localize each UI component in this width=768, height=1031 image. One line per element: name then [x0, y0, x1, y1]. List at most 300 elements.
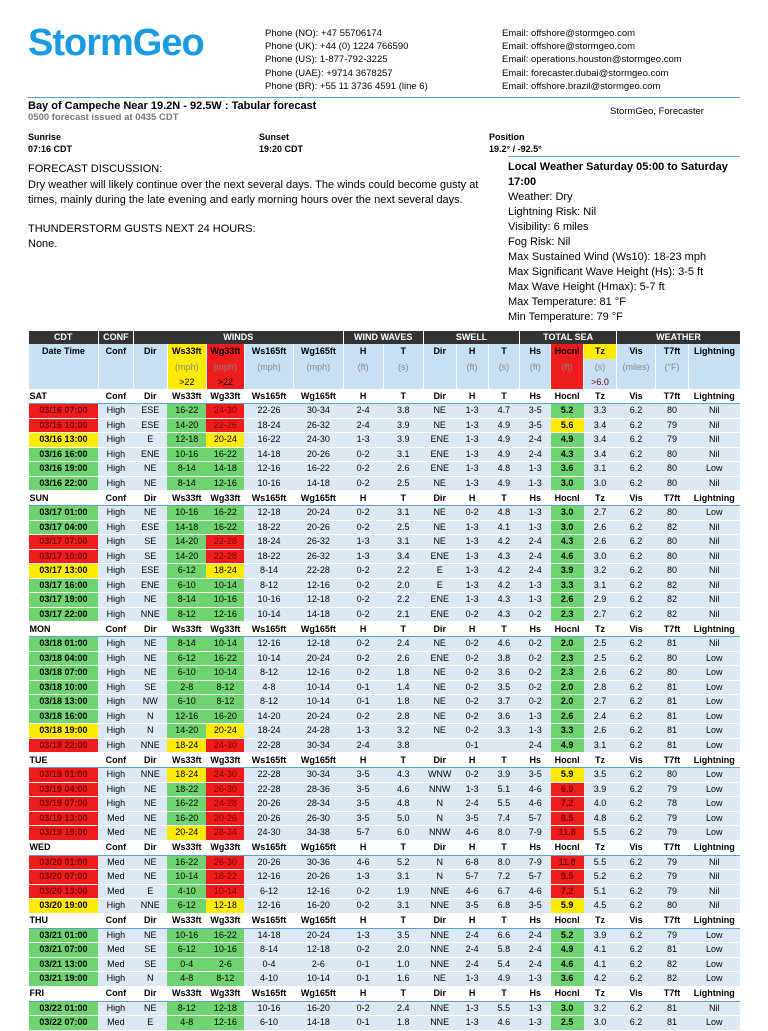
table-cell: 8.0 — [488, 826, 520, 841]
table-cell: NE — [133, 651, 167, 666]
day-column-label: H — [343, 986, 383, 1001]
table-cell: 3.5 — [488, 680, 520, 695]
column-header: Vis — [617, 344, 656, 359]
table-cell: 12-18 — [294, 943, 343, 958]
table-cell: SE — [133, 943, 167, 958]
table-cell: NNE — [423, 1001, 456, 1016]
table-row — [29, 549, 741, 564]
day-name: SUN — [29, 491, 99, 506]
table-cell: Med — [98, 957, 133, 972]
table-cell: N — [133, 972, 167, 987]
table-cell: 1.8 — [383, 695, 423, 710]
table-cell: 11.8 — [551, 826, 584, 841]
table-cell: 0-2 — [456, 724, 488, 739]
table-cell: 0-1 — [343, 680, 383, 695]
table-cell: 3.2 — [584, 1001, 617, 1016]
table-cell: 4.8 — [383, 797, 423, 812]
day-column-label: Ws33ft — [167, 986, 206, 1001]
table-cell: 2-4 — [520, 447, 551, 462]
table-cell: 81 — [656, 709, 689, 724]
email-uae[interactable]: Email: forecaster.dubai@stormgeo.com — [502, 67, 669, 79]
table-cell: E — [423, 564, 456, 579]
table-cell: 6-12 — [167, 943, 206, 958]
table-cell: 1-3 — [520, 476, 551, 491]
table-cell: NE — [133, 870, 167, 885]
table-cell: 03/20 19:00 — [29, 899, 99, 914]
table-cell: 2.4 — [584, 709, 617, 724]
day-column-label: Dir — [133, 491, 167, 506]
table-cell: High — [98, 476, 133, 491]
table-cell: 28-34 — [294, 797, 343, 812]
table-cell: Nil — [688, 578, 740, 593]
day-column-label: Lightning — [688, 913, 740, 928]
table-cell: 34-38 — [294, 826, 343, 841]
table-cell: 1-3 — [520, 593, 551, 608]
table-cell: 5.8 — [488, 943, 520, 958]
table-cell: NE — [423, 680, 456, 695]
day-column-label: Wg33ft — [206, 389, 244, 404]
table-cell: NE — [423, 404, 456, 419]
table-cell: 4.2 — [488, 535, 520, 550]
day-column-label: T7ft — [656, 840, 689, 855]
day-column-label: T — [383, 913, 423, 928]
local-weather-line: Min Temperature: 79 °F — [508, 311, 623, 323]
group-header-cell: CONF — [98, 331, 133, 344]
table-cell: 12-18 — [294, 637, 343, 652]
table-cell: 1.9 — [383, 884, 423, 899]
table-cell: ENE — [133, 578, 167, 593]
table-cell: 82 — [656, 578, 689, 593]
table-cell: 2.1 — [383, 607, 423, 622]
table-cell: 6.2 — [617, 855, 656, 870]
day-column-label: Wg165ft — [294, 913, 343, 928]
table-cell: NNE — [423, 884, 456, 899]
column-header: Ws165ft — [244, 344, 293, 359]
table-cell: NE — [133, 637, 167, 652]
table-cell: 3.2 — [584, 564, 617, 579]
table-cell: 80 — [656, 535, 689, 550]
table-cell: 3.4 — [383, 549, 423, 564]
table-cell: High — [98, 535, 133, 550]
phone-uk: Phone (UK): +44 (0) 1224 766590 — [265, 41, 409, 53]
column-header: T — [383, 344, 423, 359]
day-column-label: T — [488, 389, 520, 404]
threshold-cell — [656, 375, 689, 389]
table-cell: 80 — [656, 476, 689, 491]
table-cell: 80 — [656, 768, 689, 783]
table-cell: SE — [133, 957, 167, 972]
threshold-cell — [294, 375, 343, 389]
table-cell: 7-9 — [520, 826, 551, 841]
day-column-label: Vis — [617, 389, 656, 404]
day-column-label: H — [456, 753, 488, 768]
table-cell: 4.6 — [488, 1016, 520, 1031]
table-cell: Low — [688, 724, 740, 739]
table-cell: 4.3 — [551, 535, 584, 550]
table-cell: 2-4 — [456, 797, 488, 812]
day-column-label: Hocnl — [551, 913, 584, 928]
table-cell: 16-22 — [167, 404, 206, 419]
table-cell: 1-3 — [343, 870, 383, 885]
table-cell: 8-14 — [167, 476, 206, 491]
column-header: Dir — [133, 344, 167, 359]
table-cell: 5.6 — [551, 418, 584, 433]
day-column-label: T — [383, 491, 423, 506]
table-cell: 16-20 — [167, 811, 206, 826]
table-cell: 16-22 — [294, 462, 343, 477]
table-cell: 10-16 — [206, 943, 244, 958]
table-cell: 4.3 — [383, 768, 423, 783]
day-column-label: Wg165ft — [294, 491, 343, 506]
day-column-label: Dir — [133, 913, 167, 928]
day-column-label: T7ft — [656, 913, 689, 928]
table-cell: 3.0 — [584, 476, 617, 491]
table-cell: 03/17 13:00 — [29, 564, 99, 579]
table-cell: 6-12 — [167, 899, 206, 914]
day-header-row — [29, 986, 741, 1001]
table-cell: 0-2 — [343, 651, 383, 666]
day-column-label: Ws165ft — [244, 389, 293, 404]
table-cell: 4.3 — [488, 593, 520, 608]
table-cell: 16-22 — [244, 433, 293, 448]
table-cell: 3.2 — [383, 724, 423, 739]
table-cell: 81 — [656, 724, 689, 739]
email-no[interactable]: Email: offshore@stormgeo.com — [502, 28, 636, 39]
threshold-cell — [688, 375, 740, 389]
table-cell: 26-32 — [294, 535, 343, 550]
table-cell: NNE — [133, 607, 167, 622]
table-cell: 4-8 — [244, 680, 293, 695]
threshold-cell: >6.0 — [584, 375, 617, 389]
table-cell: High — [98, 607, 133, 622]
sunrise-value: 07:16 CDT — [28, 144, 73, 154]
table-cell: 1-3 — [456, 535, 488, 550]
table-cell: Low — [688, 738, 740, 753]
table-cell: High — [98, 651, 133, 666]
table-cell: N — [423, 870, 456, 885]
table-cell: High — [98, 709, 133, 724]
table-cell: 4.2 — [488, 578, 520, 593]
table-cell: 2-4 — [520, 564, 551, 579]
table-cell: 6.2 — [617, 1001, 656, 1016]
table-cell: 28-34 — [206, 826, 244, 841]
table-cell: 03/18 10:00 — [29, 680, 99, 695]
table-cell: 03/21 01:00 — [29, 928, 99, 943]
table-cell: 20-24 — [294, 709, 343, 724]
table-cell: 2.4 — [383, 1001, 423, 1016]
unit-cell: (s) — [383, 359, 423, 375]
table-cell: 2-4 — [520, 928, 551, 943]
table-cell: 79 — [656, 433, 689, 448]
day-column-label: H — [456, 986, 488, 1001]
table-cell: 24-28 — [206, 797, 244, 812]
table-row — [29, 520, 741, 535]
table-cell: 18-22 — [244, 520, 293, 535]
table-cell: 2-4 — [520, 957, 551, 972]
table-cell: 3.4 — [584, 433, 617, 448]
table-row — [29, 826, 741, 841]
table-cell: 2.0 — [551, 680, 584, 695]
table-cell: High — [98, 462, 133, 477]
table-cell: 1.0 — [383, 957, 423, 972]
table-cell: 5.5 — [584, 855, 617, 870]
table-cell: 2-4 — [456, 928, 488, 943]
table-cell: Nil — [688, 637, 740, 652]
table-cell: 16-22 — [167, 797, 206, 812]
table-cell: 3-5 — [520, 418, 551, 433]
table-cell: 12-16 — [244, 870, 293, 885]
table-cell: 10-14 — [294, 680, 343, 695]
table-row — [29, 709, 741, 724]
table-cell: 0-2 — [456, 709, 488, 724]
threshold-cell — [343, 375, 383, 389]
local-weather-line: Max Wave Height (Hmax): 5-7 ft — [508, 281, 665, 293]
email-us[interactable]: Email: operations.houston@stormgeo.com — [502, 54, 682, 66]
day-column-label: Vis — [617, 913, 656, 928]
column-header: T7ft — [656, 344, 689, 359]
table-cell: 14-18 — [206, 462, 244, 477]
table-cell: 0-2 — [456, 666, 488, 681]
unit-cell — [29, 359, 99, 375]
table-cell: NNE — [133, 738, 167, 753]
table-cell: 8-14 — [244, 564, 293, 579]
table-cell: 3.1 — [383, 535, 423, 550]
table-row — [29, 607, 741, 622]
table-cell: 6.2 — [617, 593, 656, 608]
table-cell: 10-14 — [294, 695, 343, 710]
table-row — [29, 404, 741, 419]
table-cell: 2-4 — [520, 943, 551, 958]
table-cell: 3.6 — [551, 972, 584, 987]
day-name: SAT — [29, 389, 99, 404]
table-cell: 2.5 — [584, 637, 617, 652]
table-cell: 6.2 — [617, 957, 656, 972]
table-cell: NE — [133, 462, 167, 477]
table-cell: 4.6 — [383, 782, 423, 797]
table-cell: 14-18 — [167, 520, 206, 535]
table-cell: 3-5 — [456, 811, 488, 826]
table-cell: Nil — [688, 447, 740, 462]
table-row — [29, 797, 741, 812]
table-cell: 5.2 — [584, 870, 617, 885]
table-cell: 6-8 — [456, 855, 488, 870]
table-cell: 12-18 — [206, 1001, 244, 1016]
day-header-row — [29, 389, 741, 404]
day-column-label: Conf — [98, 389, 133, 404]
day-column-label: Hocnl — [551, 753, 584, 768]
table-cell: 22-28 — [206, 535, 244, 550]
local-weather-line: Visibility: 6 miles — [508, 221, 589, 233]
local-weather-line: Lightning Risk: Nil — [508, 206, 597, 218]
day-column-label: Conf — [98, 491, 133, 506]
table-cell: ENE — [423, 549, 456, 564]
day-name: FRI — [29, 986, 99, 1001]
unit-cell: (mph) — [167, 359, 206, 375]
day-column-label: Wg33ft — [206, 986, 244, 1001]
local-weather-line: Max Temperature: 81 °F — [508, 296, 626, 308]
table-cell: 3.0 — [584, 549, 617, 564]
table-cell: 6.2 — [617, 826, 656, 841]
table-cell: 4.8 — [584, 811, 617, 826]
day-column-label: Ws33ft — [167, 622, 206, 637]
table-cell: 10-14 — [206, 884, 244, 899]
table-cell: Nil — [688, 607, 740, 622]
table-cell: 16-22 — [206, 506, 244, 521]
table-cell: 20-24 — [167, 826, 206, 841]
table-row — [29, 972, 741, 987]
local-weather-line: Fog Risk: Nil — [508, 236, 571, 248]
table-cell: High — [98, 738, 133, 753]
table-cell: Nil — [688, 1001, 740, 1016]
forecast-table — [28, 331, 740, 1031]
day-column-label: Hs — [520, 389, 551, 404]
table-cell: 26-30 — [206, 782, 244, 797]
group-header-cell: TOTAL SEA — [520, 331, 617, 344]
table-cell: 81 — [656, 1001, 689, 1016]
day-column-label: Wg33ft — [206, 840, 244, 855]
table-cell: 4.9 — [488, 972, 520, 987]
day-column-label: Hs — [520, 753, 551, 768]
table-cell: 7.2 — [551, 884, 584, 899]
thunderstorm-text: None. — [28, 238, 58, 250]
table-cell: 81 — [656, 695, 689, 710]
unit-cell: (ft) — [456, 359, 488, 375]
table-cell: 5.2 — [551, 404, 584, 419]
table-cell: 0-2 — [456, 680, 488, 695]
table-cell: 3.0 — [584, 1016, 617, 1031]
table-cell: 0-2 — [520, 680, 551, 695]
day-column-label: Tz — [584, 491, 617, 506]
email-br[interactable]: Email: offshore.brazil@stormgeo.com — [502, 80, 661, 92]
table-row — [29, 433, 741, 448]
table-cell: 5-7 — [520, 811, 551, 826]
table-cell: 3.9 — [584, 782, 617, 797]
table-cell: 0-2 — [343, 520, 383, 535]
table-cell: 6.2 — [617, 418, 656, 433]
table-cell: 20-26 — [244, 811, 293, 826]
day-column-label: Hocnl — [551, 491, 584, 506]
day-column-label: Dir — [423, 913, 456, 928]
table-cell: 3.6 — [488, 666, 520, 681]
table-cell: 03/16 10:00 — [29, 418, 99, 433]
table-cell: 30-34 — [294, 404, 343, 419]
day-column-label: T — [383, 753, 423, 768]
table-cell: 20-26 — [206, 811, 244, 826]
table-cell: Med — [98, 884, 133, 899]
day-column-label: T7ft — [656, 753, 689, 768]
table-cell: 2.3 — [551, 607, 584, 622]
table-cell: 81 — [656, 680, 689, 695]
table-cell: 26-30 — [294, 811, 343, 826]
table-cell: 4.9 — [488, 418, 520, 433]
table-cell: 6-12 — [167, 651, 206, 666]
table-cell: NE — [423, 709, 456, 724]
table-cell: 03/17 10:00 — [29, 549, 99, 564]
position-block — [489, 131, 542, 155]
day-column-label: T7ft — [656, 622, 689, 637]
table-cell: 10-16 — [244, 1001, 293, 1016]
table-cell: 16-22 — [206, 520, 244, 535]
table-cell: 3.1 — [584, 578, 617, 593]
table-cell: NE — [133, 928, 167, 943]
table-cell: 3.3 — [551, 724, 584, 739]
table-cell: 6.2 — [617, 811, 656, 826]
table-cell: 03/16 19:00 — [29, 462, 99, 477]
table-row — [29, 899, 741, 914]
table-cell: High — [98, 972, 133, 987]
issued-time: 0500 forecast issued at 0435 CDT — [28, 112, 179, 123]
day-column-label: T7ft — [656, 389, 689, 404]
table-cell: 79 — [656, 826, 689, 841]
email-uk[interactable]: Email: offshore@stormgeo.com — [502, 41, 636, 53]
table-cell: 3-5 — [520, 768, 551, 783]
table-cell: High — [98, 695, 133, 710]
table-cell: 2.7 — [584, 607, 617, 622]
table-cell: 2-4 — [456, 957, 488, 972]
unit-cell: (ft) — [551, 359, 584, 375]
table-cell: NNW — [423, 782, 456, 797]
table-cell: N — [423, 855, 456, 870]
day-column-label: Dir — [133, 986, 167, 1001]
table-cell: ESE — [133, 404, 167, 419]
table-cell: 14-20 — [167, 549, 206, 564]
table-cell: 0-2 — [343, 1001, 383, 1016]
table-row — [29, 724, 741, 739]
unit-cell: (ft) — [343, 359, 383, 375]
table-cell: 24-30 — [244, 826, 293, 841]
table-cell: 03/18 19:00 — [29, 724, 99, 739]
table-cell: 4-6 — [520, 782, 551, 797]
day-column-label: H — [343, 389, 383, 404]
day-column-label: Tz — [584, 986, 617, 1001]
table-cell: 79 — [656, 884, 689, 899]
day-column-label: H — [456, 913, 488, 928]
table-cell: 82 — [656, 972, 689, 987]
table-cell: 2-4 — [343, 404, 383, 419]
table-cell: 4.2 — [584, 972, 617, 987]
table-cell: NE — [423, 695, 456, 710]
table-cell: 1.8 — [383, 1016, 423, 1031]
table-cell: Low — [688, 651, 740, 666]
table-row — [29, 476, 741, 491]
table-cell: 3.3 — [584, 404, 617, 419]
unit-cell: (ft) — [520, 359, 551, 375]
table-cell: 2-4 — [343, 418, 383, 433]
table-cell: High — [98, 549, 133, 564]
local-weather-divider — [508, 156, 740, 157]
table-cell: 14-20 — [167, 535, 206, 550]
table-cell: 8-12 — [244, 695, 293, 710]
table-cell: NE — [423, 535, 456, 550]
table-cell: 16-22 — [206, 928, 244, 943]
table-cell: 80 — [656, 404, 689, 419]
table-cell: SE — [133, 680, 167, 695]
day-column-label: Wg165ft — [294, 986, 343, 1001]
table-cell: 80 — [656, 899, 689, 914]
table-cell: 6.2 — [617, 797, 656, 812]
table-cell: 14-20 — [244, 709, 293, 724]
day-column-label: Conf — [98, 913, 133, 928]
table-cell: 1-3 — [520, 462, 551, 477]
table-cell: 10-14 — [167, 870, 206, 885]
table-cell: 3.9 — [488, 768, 520, 783]
day-column-label: H — [343, 753, 383, 768]
table-cell: 24-30 — [206, 404, 244, 419]
table-cell: High — [98, 1001, 133, 1016]
table-cell: 3.0 — [551, 506, 584, 521]
units-row — [29, 359, 741, 375]
table-cell: 2.2 — [383, 564, 423, 579]
